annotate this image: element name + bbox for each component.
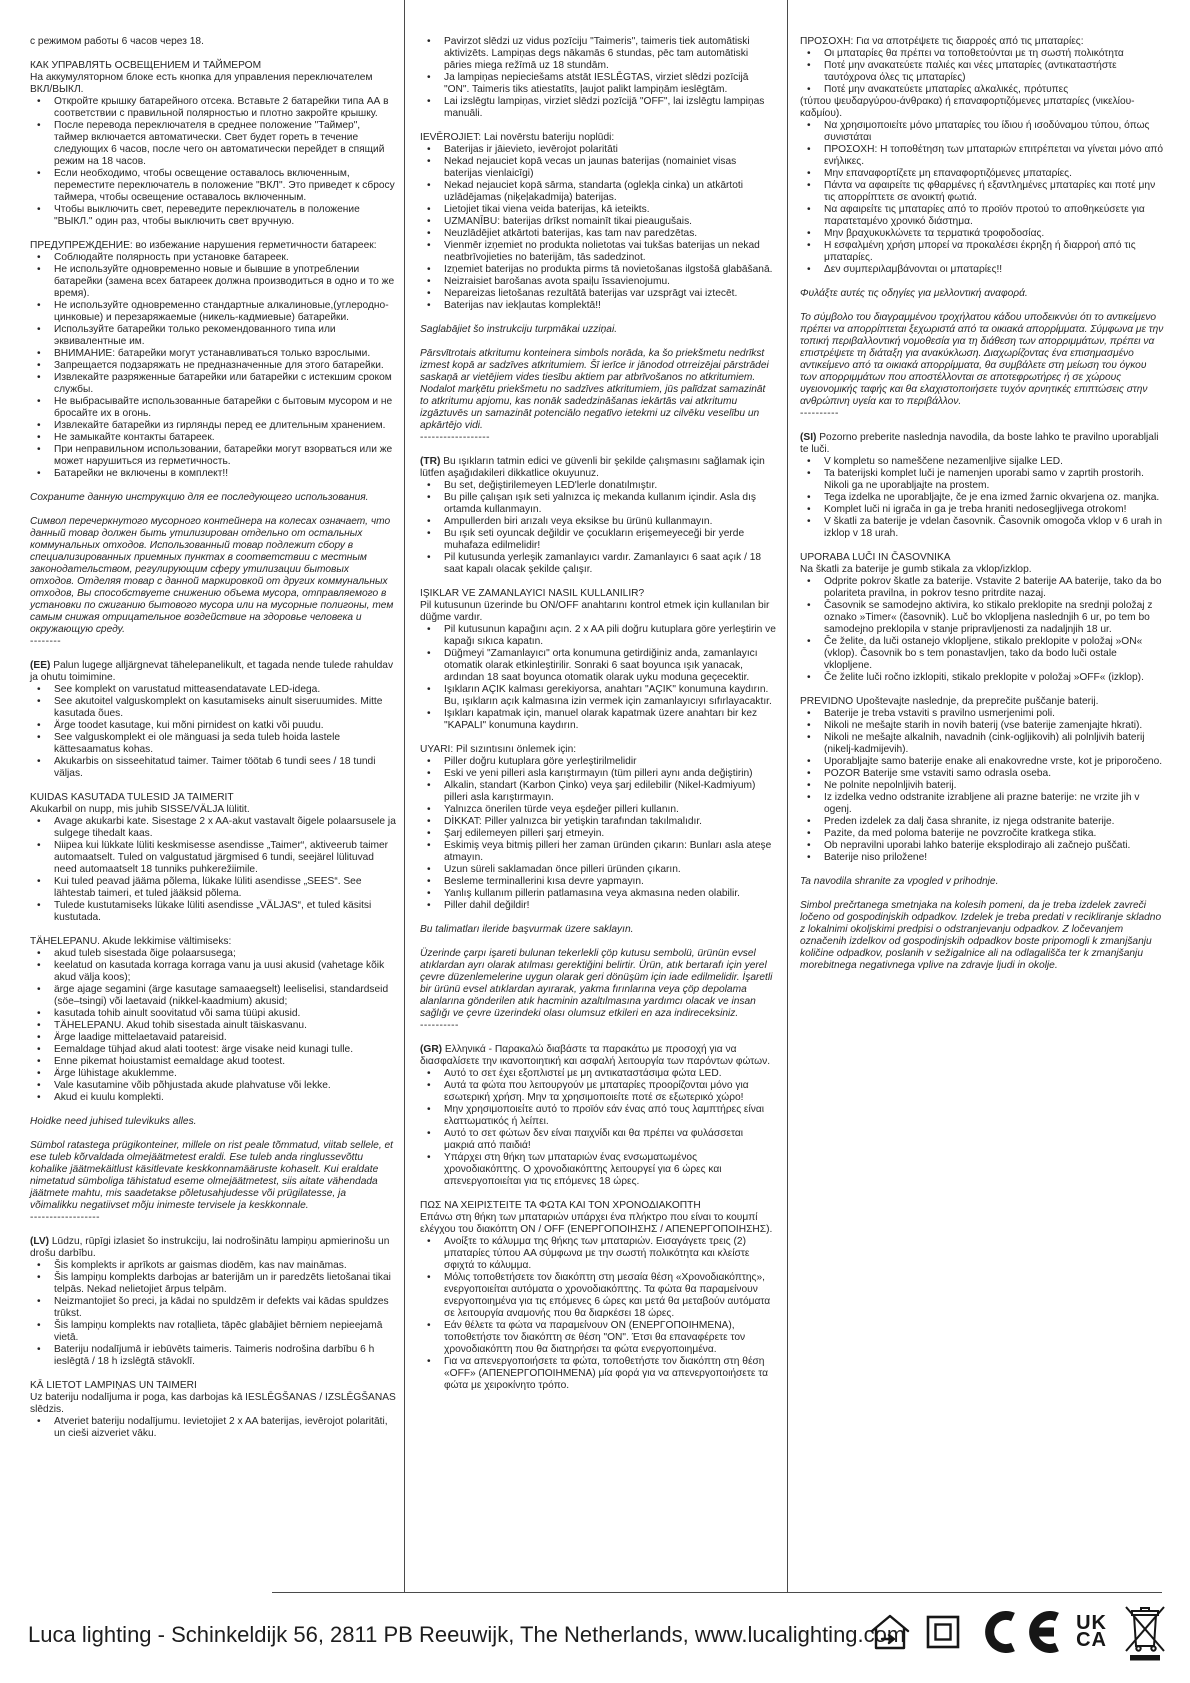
bullet-item: • Baterijas ir jāievieto, ievērojot polaritāti <box>420 144 776 156</box>
bullet-list <box>420 144 776 312</box>
bullet-item: • Не используйте одновременно новые и бывшие в употреблении батарейки (замена всех батареек должна производиться в одно и то же время). <box>30 264 396 300</box>
bullet-item: • Ja lampiņas nepieciešams atstāt IESLĒGTAS, virziet slēdzi pozīcijā "ON". Taimeris tiks atiestatīts, ļaujot palikt lampiņām ieslēgtām. <box>420 72 776 96</box>
bullet-item: • Nekad nejauciet kopā vecas un jaunas baterijas (nomainiet visas baterijas vienlaicīgi) <box>420 156 776 180</box>
bullet-item: • Izņemiet baterijas no produkta pirms tā novietošanas ilgstošā glabāšanā. <box>420 264 776 276</box>
bullet-item: • Nikoli ne mešajte alkalnih, navadnih (cink-ogljikovih) ali polnljivih baterij (nikelj-kadmijevih). <box>800 732 1164 756</box>
bullet-item: • Nekad nejauciet kopā sārma, standarta (oglekļa cinka) un atkārtoti uzlādējamas (niķeļakadmija) baterijas. <box>420 180 776 204</box>
italic-note: Saglabājiet šo instrukciju turpmākai uzziņai. <box>420 324 618 335</box>
bullet-item: • Akud ei kuulu komplekti. <box>30 1092 396 1104</box>
bullet-item: • Akukarbis on sisseehitatud taimer. Taimer töötab 6 tundi sees / 18 tundi väljas. <box>30 756 396 780</box>
bullet-item: • Μόλις τοποθετήσετε τον διακόπτη στη μεσαία θέση «Χρονοδιακόπτης», ενεργοποιείται αυτόματα ο χρονοδιακόπτης. Τα φώτα θα παραμείνουν ενεργοποιημένα για τις επόμενες 6 ώρες και μετά θα μεταβούν αυτόματα σε λειτουργία αναμονής που θα διαρκέσει 18 ώρες. <box>420 1272 776 1320</box>
bullet-item: • Vale kasutamine võib põhjustada akude plahvatuse või lekke. <box>30 1080 396 1092</box>
bullet-item: • Komplet luči ni igrača in ga je treba hraniti nedosegljivega otrokom! <box>800 504 1164 516</box>
language-tag: (GR) <box>420 1044 443 1055</box>
indoor-use-icon <box>869 1613 911 1651</box>
italic-note: Bu talimatları ileride başvurmak üzere saklayın. <box>420 924 634 935</box>
paragraph: ПРЕДУПРЕЖДЕНИЕ: во избежание нарушения герметичности батареек: <box>30 240 377 251</box>
bullet-item: • Pavirzot slēdzi uz vidus pozīciju "Taimeris", taimeris tiek automātiski aktivizēts. Lampiņas degs nākamās 6 stundas, pēc tam automātiski pāries miega režīmā uz 18 stundām. <box>420 36 776 72</box>
divider-dashes: ---------- <box>420 1020 459 1031</box>
company-address: Luca lighting - Schinkeldijk 56, 2811 PB Reeuwijk, The Netherlands, www.lucalighting.com <box>28 1622 906 1647</box>
bullet-item: • Če želite, da luči ostanejo vklopljene, stikalo preklopite v položaj »ON« (vklop). Časovnik bo s tem ponastavljen, tako da bodo luči ostale vklopljene. <box>800 636 1164 672</box>
bullet-item: • Işıkların AÇIK kalması gerekiyorsa, anahtarı "AÇIK" konumuna kaydırın. Bu, ışıkların açık kalmasına izin vermek için zamanlayıcıyı sıfırlayacaktır. <box>420 684 776 708</box>
bullet-item: • Pil kutusunda yerleşik zamanlayıcı vardır. Zamanlayıcı 6 saat açık / 18 saat kapalı olacak şekilde çalışır. <box>420 552 776 576</box>
paragraph: Akukarbil on nupp, mis juhib SISSE/VÄLJA lülitit. <box>30 804 250 815</box>
bullet-list <box>420 36 776 120</box>
bullet-list <box>800 708 1164 864</box>
bullet-item: • Ärge laadige mittelaetavaid patareisid. <box>30 1032 396 1044</box>
bullet-item: • Αυτό το σετ φώτων δεν είναι παιχνίδι και θα πρέπει να φυλάσσεται μακριά από παιδιά! <box>420 1128 776 1152</box>
bullet-item: • Neizmantojiet šo preci, ja kādai no spuldzēm ir defekts vai kādas spuldzes trūkst. <box>30 1296 396 1320</box>
divider-dashes: -------- <box>30 636 62 647</box>
bullet-item: • Işıkları kapatmak için, manuel olarak kapatmak üzere anahtarı bir kez "KAPALI" konumuna kaydırın. <box>420 708 776 732</box>
bullet-item: • Eemaldage tühjad akud alati tootest: ärge visake neid kunagi tulle. <box>30 1044 396 1056</box>
footer <box>0 1600 1190 1683</box>
bullet-list <box>420 624 776 732</box>
language-tag: (TR) <box>420 456 441 467</box>
bullet-item: • Батарейки не включены в комплект!! <box>30 468 396 480</box>
language-tag: (EE) <box>30 660 51 671</box>
bullet-item: • Lietojiet tikai viena veida baterijas, kā ieteikts. <box>420 204 776 216</box>
bullet-item: • ВНИМАНИЕ: батарейки могут устанавливаться только взрослыми. <box>30 348 396 360</box>
bullet-item: • Tulede kustutamiseks lükake lüliti asendisse „VÄLJAS“, et tuled käsitsi kustutada. <box>30 900 396 924</box>
paragraph: IEVĒROJIET: Lai novērstu bateriju noplūdi: <box>420 132 615 143</box>
bullet-item: • Ανοίξτε το κάλυμμα της θήκης των μπαταριών. Εισαγάγετε τρεις (2) μπαταρίες τύπου AA σύμφωνα με την σωστή πολικότητα και κλείστε σφιχτά το κάλυμμα. <box>420 1236 776 1272</box>
bullet-item: • Časovnik se samodejno aktivira, ko stikalo preklopite na srednji položaj z oznako »Timer« (časovnik). Luč bo vklopljena naslednjih 6 ur, po tem bo samodejno preklopila v stanje pripravljenosti za nadaljnjih 18 ur. <box>800 600 1164 636</box>
italic-note: Символ перечеркнутого мусорного контейнера на колесах означает, что данный товар должен быть утилизирован отдельно от остальных коммунальных отходов. Использованный товар подлежит сбору в специализированных приемных пунктах в соответствии с местным законодательством, регулирующим сферу утилизации бытовых отходов. Отделяя товар с данной маркировкой от других коммунальных отходов, Вы способствуете снижению объема мусора, отправляемого в установки по сжиганию бытового мусора или на мусорные полигоны, тем самым снижая отрицательное воздействие на здоровье человека и окружающую среду. <box>30 516 394 635</box>
bullet-item: • Piller doğru kutuplara göre yerleştirilmelidir <box>420 756 776 768</box>
bullet-item: • Yanlış kullanım pillerin patlamasına veya akmasına neden olabilir. <box>420 888 776 900</box>
paragraph-text: Bu ışıkların tatmin edici ve güvenli bir şekilde çalışmasını sağlamak için lütfen aşağıdakileri dikkatlice okuyunuz. <box>420 456 765 479</box>
bullet-item: • Ne polnite nepolnljivih baterij. <box>800 780 1164 792</box>
bullet-list <box>30 948 396 1104</box>
bullet-item: • DİKKAT: Piller yalnızca bir yetişkin tarafından takılmalıdır. <box>420 816 776 828</box>
bullet-item: • Не замыкайте контакты батареек. <box>30 432 396 444</box>
bullet-item: • Şarj edilemeyen pilleri şarj etmeyin. <box>420 828 776 840</box>
bullet-item: • Če želite luči ročno izklopiti, stikalo preklopite v položaj »OFF« (izklop). <box>800 672 1164 684</box>
bullet-item: • При неправильном использовании, батарейки могут взорваться или же может нарушиться из герметичность. <box>30 444 396 468</box>
bullet-item: • Kui tuled peavad jääma põlema, lükake lüliti asendisse „SEES“. See lähtestab taimeri, et tuled jääksid põlema. <box>30 876 396 900</box>
bullet-item: • Ob nepravilni uporabi lahko baterije eksplodirajo ali začnejo puščati. <box>800 840 1164 852</box>
bullet-item: • Используйте батарейки только рекомендованного типа или эквивалентные им. <box>30 324 396 348</box>
bullet-item: • See komplekt on varustatud mitteasendatavate LED-idega. <box>30 684 396 696</box>
paragraph-text: Ελληνικά - Παρακαλώ διαβάστε τα παρακάτω με προσοχή για να διασφαλίσετε την ικανοποιητική και ασφαλή λειτουργία των παρόντων φώτων. <box>420 1044 771 1067</box>
bullet-item: • Ärge lühistage akuklemme. <box>30 1068 396 1080</box>
bullet-item: • Υπάρχει στη θήκη των μπαταριών ένας ενσωματωμένος χρονοδιακόπτης. Ο χρονοδιακόπτης λειτουργεί για 6 ώρες και απενεργοποιείται για τις επόμενες 18 ώρες. <box>420 1152 776 1188</box>
bullet-item: • Eskimiş veya bitmiş pilleri her zaman üründen çıkarın: Bunları asla ateşe atmayın. <box>420 840 776 864</box>
divider-dashes: ---------- <box>800 408 839 419</box>
paragraph: (τύπου ψευδαργύρου-άνθρακα) ή επαναφορτιζόμενες μπαταρίες (νικελίου-καδμίου). <box>800 96 1135 119</box>
bullet-item: • TÄHELEPANU. Akud tohib sisestada ainult täiskasvanu. <box>30 1020 396 1032</box>
bullet-item: • keelatud on kasutada korraga korraga vanu ja uusi akusid (vahetage kõik akud välja koos); <box>30 960 396 984</box>
bullet-list <box>420 756 776 912</box>
column-divider <box>404 0 405 1592</box>
text-column-2 <box>420 36 776 1392</box>
bullet-item: • Πάντα να αφαιρείτε τις φθαρμένες ή εξαντλημένες μπαταρίες και ποτέ μην τις απορρίπτετε σε ανοικτή φωτιά. <box>800 180 1164 204</box>
section-heading: KĀ LIETOT LAMPIŅAS UN TAIMERI <box>30 1380 197 1391</box>
bullet-item: • UZMANĪBU: baterijas drīkst nomainīt tikai pieaugušais. <box>420 216 776 228</box>
section-heading: IŞIKLAR VE ZAMANLAYICI NASIL KULLANILIR? <box>420 588 645 599</box>
bullet-list <box>800 120 1164 276</box>
bullet-item: • Η εσφαλμένη χρήση μπορεί να προκαλέσει έκρηξη ή διαρροή από τις μπαταρίες. <box>800 240 1164 264</box>
bullet-item: • Να χρησιμοποιείτε μόνο μπαταρίες του ίδιου ή ισοδύναμου τύπου, όπως συνιστάται <box>800 120 1164 144</box>
bullet-item: • Uzun süreli saklamadan önce pilleri üründen çıkarın. <box>420 864 776 876</box>
bullet-item: • See akutoitel valguskomplekt on kasutamiseks ainult siseruumides. Mitte kasutada õues. <box>30 696 396 720</box>
bullet-item: • POZOR Baterije sme vstaviti samo odrasla oseba. <box>800 768 1164 780</box>
bullet-item: • Baterije je treba vstaviti s pravilno usmerjenimi poli. <box>800 708 1164 720</box>
bullet-item: • Šis komplekts ir aprīkots ar gaismas diodēm, kas nav maināmas. <box>30 1260 396 1272</box>
ukca-line-ca: CA <box>1076 1629 1107 1651</box>
divider-dashes: ------------------ <box>30 1212 101 1223</box>
footer-divider-line <box>272 1592 1162 1593</box>
italic-note: Το σύμβολο του διαγραμμένου τροχήλατου κάδου υποδεικνύει ότι το αντικείμενο πρέπει να απορρίπτεται ξεχωριστά από τα οικιακά απορρίμματα. Σύμφωνα με την τοπική περιβαλλοντική νομοθεσία για τη διάθεση των απορριμμάτων, πρέπει να επιστρέψετε τη διάταξη για ανακύκλωση. Διαχωρίζοντας ένα επισημασμένο αντικείμενο από τα οικιακά απορρίμματα, θα συμβάλετε στη μείωση του όγκου των απορριμμάτων που αποστέλλονται σε αποτεφρωτήρες ή σε χώρους υγειονομικής ταφής και θα ελαχιστοποιήσετε τυχόν αρνητικές επιπτώσεις στην ανθρώπινη υγεία και το περιβάλλον. <box>800 312 1164 407</box>
bullet-item: • Pazite, da med poloma baterije ne povzročite kratkega stika. <box>800 828 1164 840</box>
italic-note: Pārsvītrotais atkritumu konteinera simbols norāda, ka šo priekšmetu nedrīkst izmest kopā ar sadzīves atkritumiem. Šī ierīce ir jānodod otrreizējai pārstrādei saskaņā ar vietējiem vides tiesību aktiem par atbrīvošanos no atkritumiem. Nodalot marķētu priekšmetu no sadzīves atkritumiem, jūs palīdzat samazināt to atkritumu apjomu, kas nonāk sadedzināšanas iekārtās vai atkritumu izgāztuvēs un samazināt potenciālo negatīvo ietekmi uz cilvēku veselību un apkārtējo vidi. <box>420 348 769 431</box>
text-column-3 <box>800 36 1164 972</box>
bullet-item: • Извлекайте батарейки из гирлянды перед ее длительным хранением. <box>30 420 396 432</box>
bullet-list <box>30 96 396 228</box>
bullet-item: • Ta baterijski komplet luči je namenjen uporabi samo v zaprtih prostorih. Nikoli ga ne uporabljajte na prostem. <box>800 468 1164 492</box>
bullet-item: • Niipea kui lükkate lüliti keskmisesse asendisse „Taimer“, aktiveerub taimer automaatselt. Tuled on valgustatud järgmised 6 tundi, seejärel lülituvad need automaatselt 18 tunniks puhkerežiimile. <box>30 840 396 876</box>
bullet-item: • Tega izdelka ne uporabljajte, če je ena izmed žarnic okvarjena oz. manjka. <box>800 492 1164 504</box>
bullet-list <box>30 1260 396 1368</box>
language-tag: (SI) <box>800 432 817 443</box>
bullet-item: • Neuzlādējiet atkārtoti baterijas, kas tam nav paredzētas. <box>420 228 776 240</box>
paragraph-text: Lūdzu, rūpīgi izlasiet šo instrukciju, lai nodrošinātu lampiņu apmierinošu un drošu darbību. <box>30 1236 390 1259</box>
bullet-item: • Не выбрасывайте использованные батарейки с бытовым мусором и не бросайте их в огонь. <box>30 396 396 420</box>
bullet-list <box>30 684 396 780</box>
bullet-item: • Μην χρησιμοποιείτε αυτό το προϊόν εάν ένας από τους λαμπτήρες είναι ελαττωματικός ή λείπει. <box>420 1104 776 1128</box>
paragraph-text: Palun lugege alljärgnevat tähelepanelikult, et tagada nende tulede rahuldav ja ohutu toimimine. <box>30 660 394 683</box>
bullet-item: • Οι μπαταρίες θα πρέπει να τοποθετούνται με τη σωστή πολικότητα <box>800 48 1164 60</box>
bullet-item: • Preden izdelek za dalj časa shranite, iz njega odstranite baterije. <box>800 816 1164 828</box>
divider-dashes: ------------------ <box>420 432 491 443</box>
paragraph: Επάνω στη θήκη των μπαταριών υπάρχει ένα πλήκτρο που είναι το κουμπί ελέγχου του διακόπτη ON / OFF (ΕΝΕΡΓΟΠΟΙΗΣΗΣ / ΑΠΕΝΕΡΓΟΠΟΙΗΣΗΣ). <box>420 1212 773 1235</box>
bullet-item: • Neizraisiet barošanas avota spaiļu īssavienojumu. <box>420 276 776 288</box>
paragraph <box>30 1236 396 1260</box>
paragraph: PREVIDNO Upoštevajte naslednje, da preprečite puščanje baterij. <box>800 696 1099 707</box>
bullet-item: • Откройте крышку батарейного отсека. Вставьте 2 батарейки типа АА в соответствии с правильной полярностью и плотно закройте крышку. <box>30 96 396 120</box>
bullet-item: • See valguskomplekt ei ole mänguasi ja seda tuleb hoida lastele kättesaamatus kohas. <box>30 732 396 756</box>
bullet-item: • Чтобы выключить свет, переведите переключатель в положение "ВЫКЛ." один раз, чтобы выключить свет вручную. <box>30 204 396 228</box>
bullet-item: • Μην βραχυκυκλώνετε τα τερματικά τροφοδοσίας. <box>800 228 1164 240</box>
bullet-item: • Piller dahil değildir! <box>420 900 776 912</box>
bullet-list <box>30 1416 396 1440</box>
bullet-item: • kasutada tohib ainult soovitatud või sama tüüpi akusid. <box>30 1008 396 1020</box>
ukca-mark <box>1076 1612 1107 1651</box>
bullet-item: • Baterije niso priložene! <box>800 852 1164 864</box>
italic-note: Üzerinde çarpı işareti bulunan tekerlekli çöp kutusu sembolü, ürünün evsel atıklardan ayrı olarak atılması gerektiğini belirtir. Ürün, atık bertarafı için yerel çevre düzenlemelerine uygun olarak geri dönüşüm için iade edilmelidir. İşaretli bir ürünü evsel atıklardan ayırarak, yakma fırınlarına veya çöp depolama alanlarına gönderilen atık hacminin azaltılmasına yardımcı olacak ve insan sağlığı ve çevre üzerindeki olası olumsuz etkileri en aza indireceksiniz. <box>420 948 773 1019</box>
paragraph <box>420 1044 776 1068</box>
bullet-item: • Lai izslēgtu lampiņas, virziet slēdzi pozīcijā "OFF", lai izslēgtu lampiņas manuāli. <box>420 96 776 120</box>
bullet-item: • Avage akukarbi kate. Sisestage 2 x AA-akut vastavalt õigele polaarsusele ja sulgege tihedalt kaas. <box>30 816 396 840</box>
bullet-item: • Μην επαναφορτίζετε μη επαναφορτιζόμενες μπαταρίες. <box>800 168 1164 180</box>
ukca-line-uk: UK <box>1076 1612 1107 1634</box>
bullet-item: • Соблюдайте полярность при установке батареек. <box>30 252 396 264</box>
class-ii-icon <box>926 1615 960 1649</box>
paragraph: Pil kutusunun üzerinde bu ON/OFF anahtarını kontrol etmek için kullanılan bir düğme vardır. <box>420 600 770 623</box>
bullet-item: • Αυτό το σετ έχει εξοπλιστεί με μη αντικαταστάσιμα φώτα LED. <box>420 1068 776 1080</box>
text-column-1 <box>30 36 396 1440</box>
bullet-item: • V kompletu so nameščene nezamenljive sijalke LED. <box>800 456 1164 468</box>
bullet-item: • Ποτέ μην ανακατεύετε παλιές και νέες μπαταρίες (αντικαταστήστε ταυτόχρονα όλες τις μπαταρίες) <box>800 60 1164 84</box>
paragraph: с режимом работы 6 часов через 18. <box>30 36 204 47</box>
bullet-item: • Yalnızca önerilen türde veya eşdeğer pilleri kullanın. <box>420 804 776 816</box>
bullet-item: • Ärge toodet kasutage, kui mõni pirnidest on katki või puudu. <box>30 720 396 732</box>
weee-bin-icon <box>1122 1602 1168 1662</box>
italic-note: Ta navodila shranite za vpogled v prihodnje. <box>800 876 999 887</box>
paragraph: Uz bateriju nodalījuma ir poga, kas darbojas kā IESLĒGŠANAS / IZSLĒGŠANAS slēdzis. <box>30 1392 396 1415</box>
bullet-item: • Δεν συμπεριλαμβάνονται οι μπαταρίες!! <box>800 264 1164 276</box>
bullet-item: • После перевода переключателя в среднее положение "Таймер", таймер включается автоматически. Свет будет гореть в течение следующих 6 часов, после чего он автоматически перейдет в спящий режим на 18 часов. <box>30 120 396 168</box>
bullet-item: • Iz izdelka vedno odstranite izrabljene ali prazne baterije: ne vrzite jih v ogenj. <box>800 792 1164 816</box>
bullet-item: • Besleme terminallerini kısa devre yapmayın. <box>420 876 776 888</box>
bullet-item: • Alkalin, standart (Karbon Çinko) veya şarj edilebilir (Nikel-Kadmiyum) pilleri asla karıştırmayın. <box>420 780 776 804</box>
bullet-list <box>420 1236 776 1392</box>
paragraph: TÄHELEPANU. Akude lekkimise vältimiseks: <box>30 936 232 947</box>
certification-marks <box>869 1602 1168 1662</box>
bullet-item: • Šis lampiņu komplekts darbojas ar baterijām un ir paredzēts lietošanai tikai telpās. Nekad nelietojiet ārpus telpām. <box>30 1272 396 1296</box>
bullet-item: • akud tuleb sisestada õige polaarsusega; <box>30 948 396 960</box>
bullet-item: • Не используйте одновременно стандартные алкалиновые,(углеродно-цинковые) и перезаряжаемые (никель-кадмиевые) батарейки. <box>30 300 396 324</box>
bullet-item: • Извлекайте разряженные батарейки или батарейки с истекшим сроком службы. <box>30 372 396 396</box>
bullet-item: • Запрещается подзаряжать не предназначенные для этого батарейки. <box>30 360 396 372</box>
bullet-item: • Bateriju nodalījumā ir iebūvēts taimeris. Taimeris nodrošina darbību 6 h ieslēgtā / 18 h izslēgtā stāvoklī. <box>30 1344 396 1368</box>
bullet-list <box>420 1068 776 1188</box>
bullet-item: • Να αφαιρείτε τις μπαταρίες από το προϊόν προτού το αποθηκεύσετε για παρατεταμένο χρονικό διάστημα. <box>800 204 1164 228</box>
bullet-item: • Šis lampiņu komplekts nav rotaļlieta, tāpēc glabājiet bērniem nepieejamā vietā. <box>30 1320 396 1344</box>
italic-note: Sümbol ratastega prügikonteiner, millele on rist peale tõmmatud, viitab sellele, et ese tuleb kõrvaldada olmejäätmetest eraldi. Ese tuleb anda ringlussevõttu kohalike jäätmekäitlust käsitlevate keskkonnamääruste kohaselt. Kui eraldate nimetatud sümboliga tähistatud eseme olmejäätmetest, siis aitate vähendada jäätmete mahtu, mis saadetakse põletusahjudesse või prügilatesse, ja võimalikku negatiivset mõju inimeste tervisele ja keskkonnale. <box>30 1140 393 1211</box>
bullet-item: • V škatli za baterije je vdelan časovnik. Časovnik omogoča vklop v 6 urah in izklop v 18 urah. <box>800 516 1164 540</box>
bullet-item: • Nepareizas lietošanas rezultātā baterijas var uzsprāgt vai iztecēt. <box>420 288 776 300</box>
bullet-item: • Εάν θέλετε τα φώτα να παραμείνουν ON (ΕΝΕΡΓΟΠΟΙΗΜΕΝΑ), τοποθετήστε τον διακόπτη σε θέση "ON". Έτσι θα επαναφέρετε τον χρονοδιακόπτη που θα διατηρήσει τα φώτα ενεργοποιημένα. <box>420 1320 776 1356</box>
bullet-item: • Enne pikemat hoiustamist eemaldage akud tootest. <box>30 1056 396 1068</box>
italic-note: Hoidke need juhised tulevikuks alles. <box>30 1116 197 1127</box>
ce-mark-icon <box>975 1610 1061 1654</box>
bullet-list <box>420 480 776 576</box>
italic-note: Φυλάξτε αυτές τις οδηγίες για μελλοντική αναφορά. <box>800 288 1028 299</box>
bullet-list <box>30 816 396 924</box>
paragraph: На аккумуляторном блоке есть кнопка для управления переключателем ВКЛ/ВЫКЛ. <box>30 72 373 95</box>
bullet-item: • Bu pille çalışan ışık seti yalnızca iç mekanda kullanım içindir. Asla dış ortamda kullanmayın. <box>420 492 776 516</box>
section-heading: КАК УПРАВЛЯТЬ ОСВЕЩЕНИЕМ И ТАЙМЕРОМ <box>30 60 262 71</box>
bullet-item: • Eski ve yeni pilleri asla karıştırmayın (tüm pilleri aynı anda değiştirin) <box>420 768 776 780</box>
bullet-item: • Nikoli ne mešajte starih in novih baterij (vse baterije zamenjajte hkrati). <box>800 720 1164 732</box>
section-heading: KUIDAS KASUTADA TULESID JA TAIMERIT <box>30 792 234 803</box>
paragraph <box>800 432 1164 456</box>
bullet-item: • Если необходимо, чтобы освещение оставалось включенным, переместите переключатель в положение "ВКЛ". Это приведет к сбросу таймера, чтобы освещение оставалось включенным. <box>30 168 396 204</box>
italic-note: Simbol prečrtanega smetnjaka na kolesih pomeni, da je treba izdelek zavreči ločeno od gospodinjskih odpadkov. Izdelek je treba predati v recikliranje skladno z lokalnimi okoljskimi predpisi o odstranjevanju odpadkov. Z ločevanjem označenih izdelkov od gospodinjskih odpadkov boste pripomogli k zmanjšanju količine odpadkov, poslanih v sežigalnice ali na odlagališča ter k zmanjšanju morebitnega negativnega vplive na zdravje ljudi in okolje. <box>800 900 1162 971</box>
bullet-item: • Atveriet bateriju nodalījumu. Ievietojiet 2 x AA baterijas, ievērojot polaritāti, un cieši aizveriet vāku. <box>30 1416 396 1440</box>
bullet-item: • ärge ajage segamini (ärge kasutage samaaegselt) leeliselisi, standardseid (söe–tsingi) või laetavaid (nikkel-kaadmium) akusid; <box>30 984 396 1008</box>
bullet-list <box>800 48 1164 96</box>
paragraph <box>420 456 776 480</box>
paragraph <box>30 660 396 684</box>
italic-note: Сохраните данную инструкцию для ее последующего использования. <box>30 492 369 503</box>
bullet-item: • Baterijas nav iekļautas komplektā!! <box>420 300 776 312</box>
paragraph: Na škatli za baterije je gumb stikala za vklop/izklop. <box>800 564 1032 575</box>
bullet-item: • Pil kutusunun kapağını açın. 2 x AA pili doğru kutuplara göre yerleştirin ve kapağı sıkıca kapatın. <box>420 624 776 648</box>
bullet-list <box>800 576 1164 684</box>
bullet-item: • Bu ışık seti oyuncak değildir ve çocukların erişemeyeceği bir yerde muhafaza edilmelidir! <box>420 528 776 552</box>
paragraph: UYARI: Pil sızıntısını önlemek için: <box>420 744 577 755</box>
bullet-item: • Uporabljajte samo baterije enake ali enakovredne vrste, kot je priporočeno. <box>800 756 1164 768</box>
bullet-item: • Για να απενεργοποιήσετε τα φώτα, τοποθετήστε τον διακόπτη στη θέση «OFF» (ΑΠΕΝΕΡΓΟΠΟΙΗΜΕΝΑ) μία φορά για να απενεργοποιήσετε τα φώτα με χειροκίνητο τρόπο. <box>420 1356 776 1392</box>
column-divider <box>787 0 788 1592</box>
bullet-item: • Ποτέ μην ανακατεύετε μπαταρίες αλκαλικές, πρότυπες <box>800 84 1164 96</box>
bullet-item: • Ampullerden biri arızalı veya eksikse bu ürünü kullanmayın. <box>420 516 776 528</box>
bullet-item: • Odprite pokrov škatle za baterije. Vstavite 2 baterije AA baterije, tako da bo polariteta pravilna, in pokrov tesno pritrdite nazaj. <box>800 576 1164 600</box>
paragraph: ΠΡΟΣΟΧΗ: Για να αποτρέψετε τις διαρροές από τις μπαταρίες: <box>800 36 1084 47</box>
bullet-list <box>30 252 396 480</box>
language-tag: (LV) <box>30 1236 50 1247</box>
bullet-item: • ΠΡΟΣΟΧΗ: Η τοποθέτηση των μπαταριών επιτρέπεται να γίνεται μόνο από ενήλικες. <box>800 144 1164 168</box>
section-heading: ΠΩΣ ΝΑ ΧΕΙΡΙΣΤΕΙΤΕ ΤΑ ΦΩΤΑ ΚΑΙ ΤΟΝ ΧΡΟΝΟΔΙΑΚΟΠΤΗ <box>420 1200 701 1211</box>
bullet-item: • Bu set, değiştirilemeyen LED'lerle donatılmıştır. <box>420 480 776 492</box>
paragraph-text: Pozorno preberite naslednja navodila, da boste lahko te pravilno uporabljali te luči. <box>800 432 1159 455</box>
bullet-list <box>800 456 1164 540</box>
bullet-item: • Düğmeyi "Zamanlayıcı" orta konumuna getirdiğiniz anda, zamanlayıcı otomatik olarak etkinleştirilir. Sonraki 6 saat boyunca ışık yanacak, ardından 18 saat boyunca otomatik olarak uyku moduna geçecektir. <box>420 648 776 684</box>
bullet-item: • Vienmēr izņemiet no produkta nolietotas vai tukšas baterijas un nekad neatbrīvojieties no baterijām, tās sadedzinot. <box>420 240 776 264</box>
section-heading: UPORABA LUČI IN ČASOVNIKA <box>800 552 951 563</box>
bullet-item: • Αυτά τα φώτα που λειτουργούν με μπαταρίες προορίζονται μόνο για εσωτερική χρήση. Μην τα χρησιμοποιείτε ποτέ σε εξωτερικό χώρο! <box>420 1080 776 1104</box>
